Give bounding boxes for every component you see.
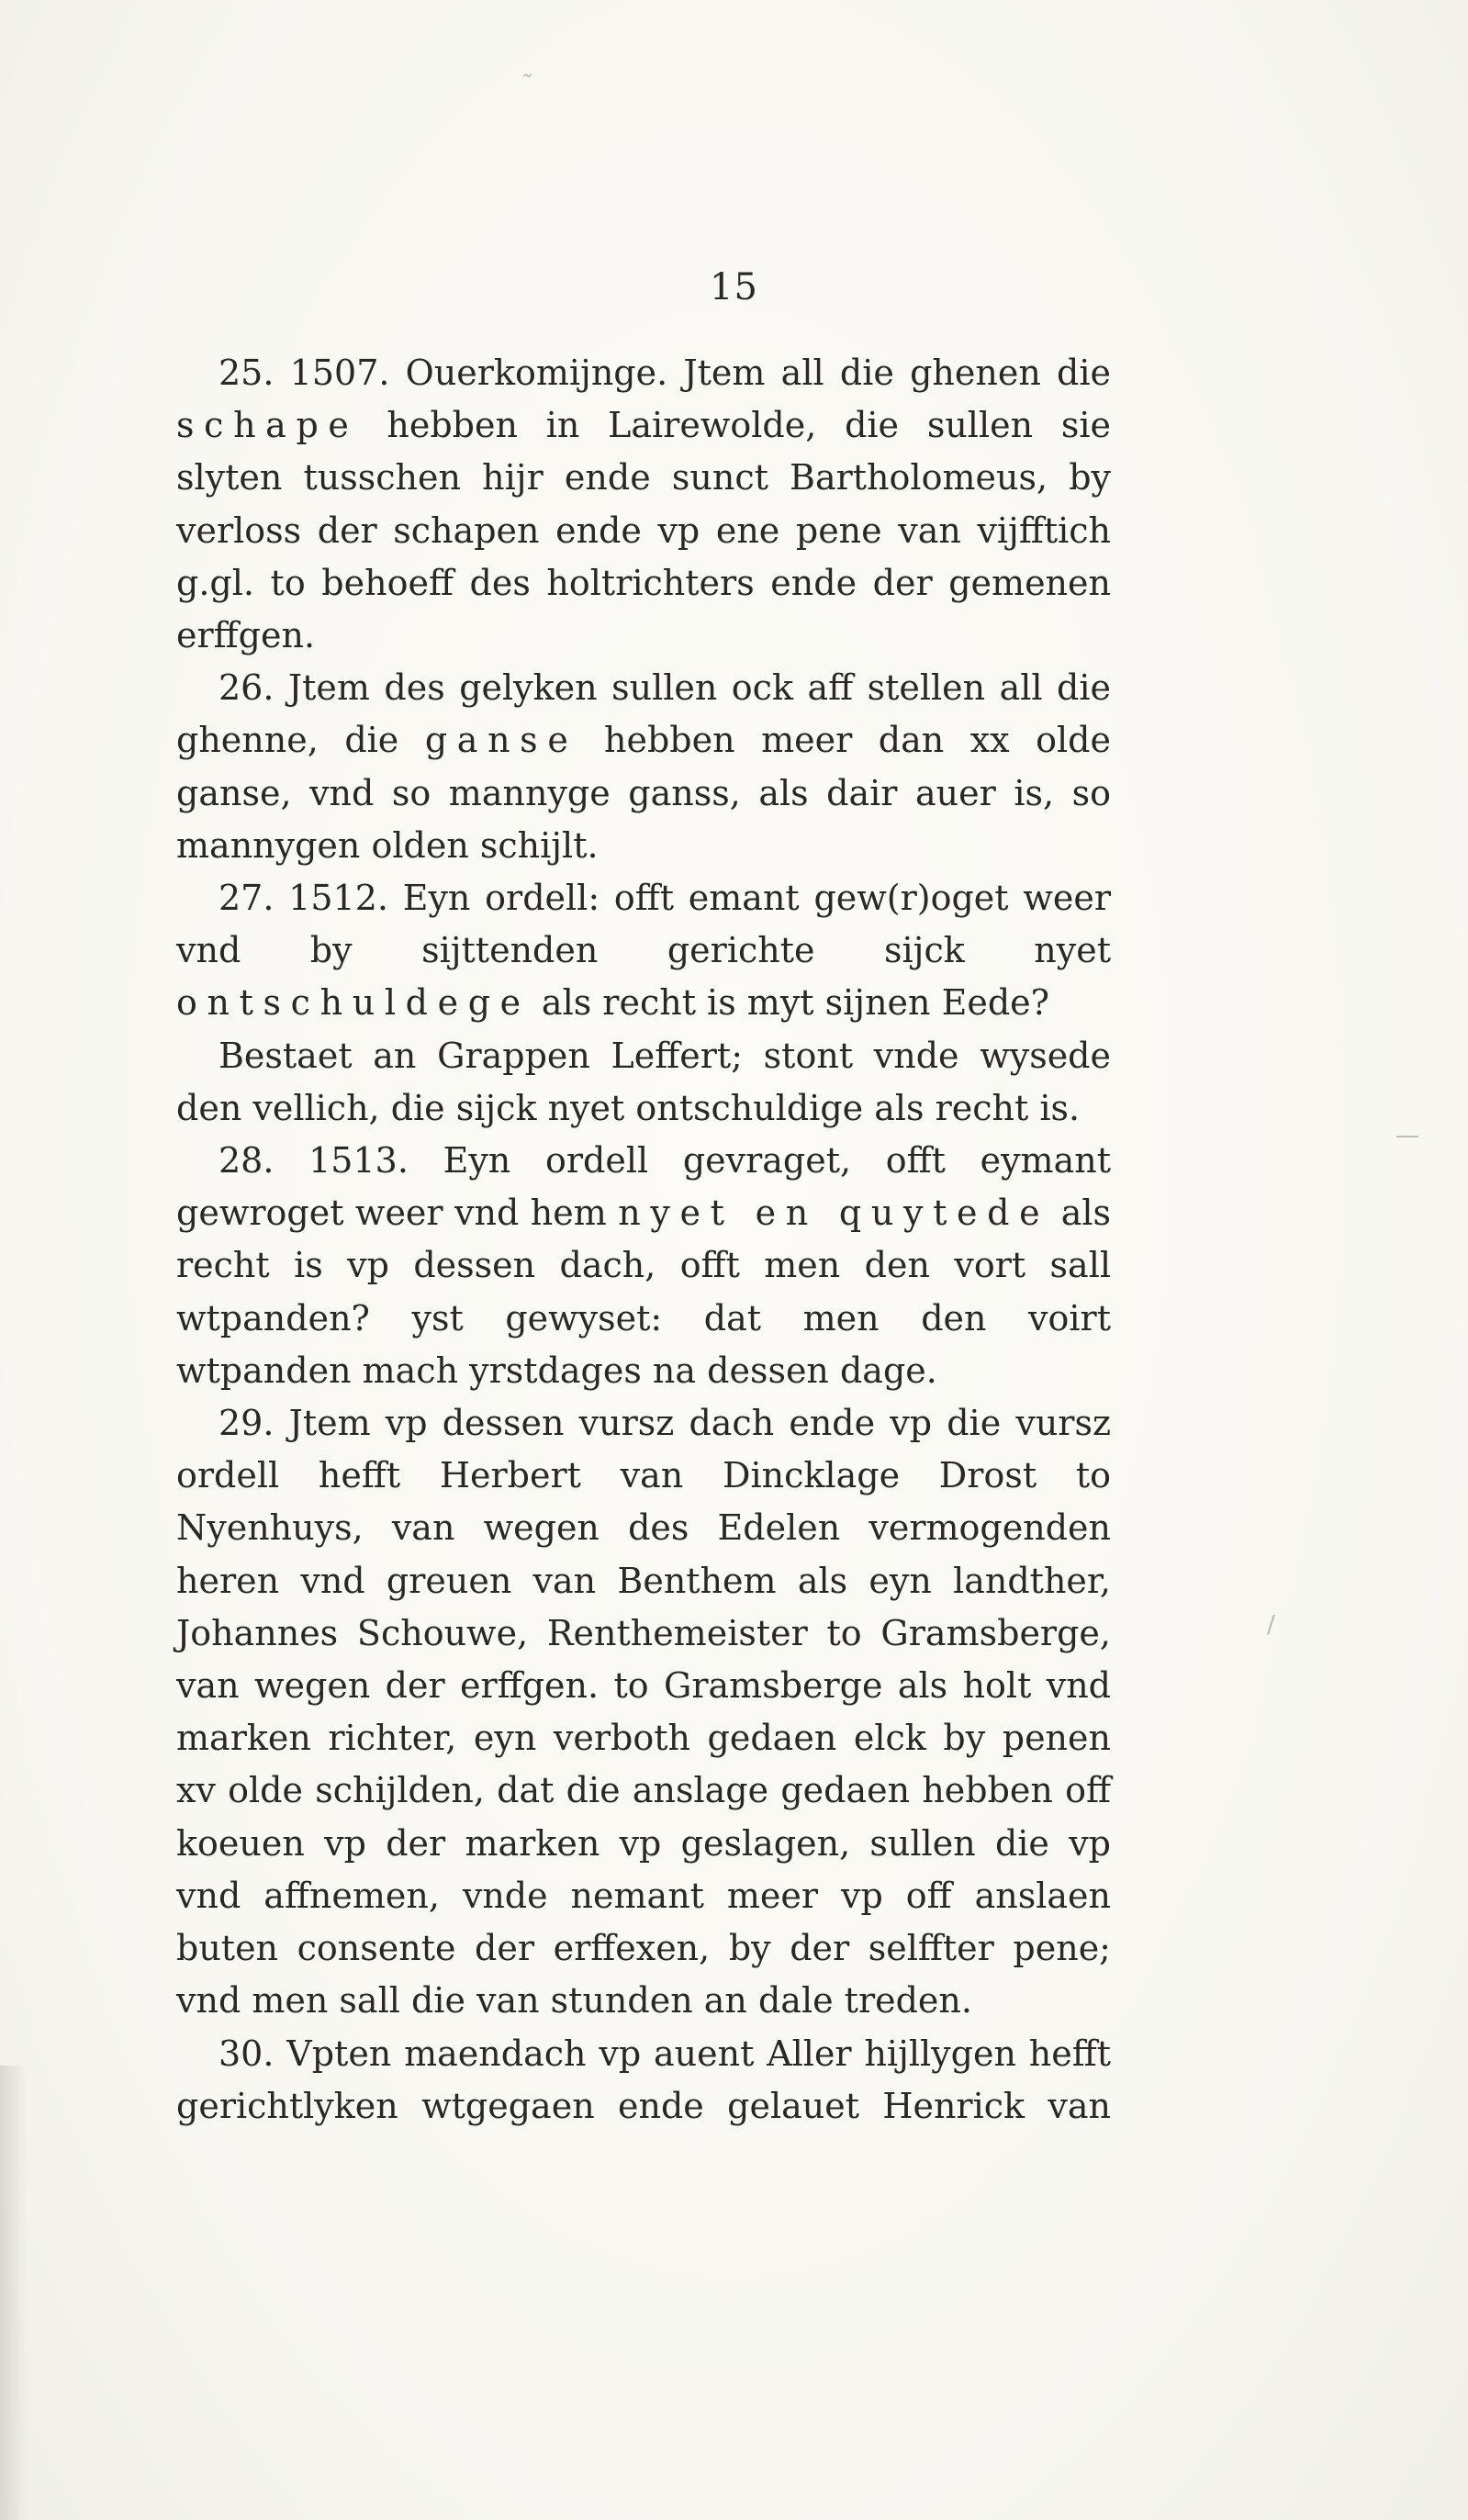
spaced-word: schape bbox=[176, 405, 359, 446]
paragraph-29: 29. Jtem vp dessen vursz dach ende vp die vursz ordell hefft Herbert van Dincklage Drost to Nyenhuys, van wegen des Edelen vermogenden heren vnd greuen van Benthem als eyn landther, Johannes Schouwe, Renthemeister to Gramsberge, van wegen der erffgen. to Gramsberge als holt vnd marken richter, eyn verboth gedaen elck by penen xv olde schijlden, dat die anslage gedaen hebben off koeuen vp der marken vp geslagen, sullen die vp vnd affnemen, vnde nemant meer vp off anslaen buten consente der erffexen, by der selffter pene; vnd men sall die van stunden an dale treden. bbox=[176, 1403, 1111, 2022]
speck-mark: — bbox=[1395, 1122, 1419, 1149]
body-text bbox=[176, 347, 1111, 2133]
page-number: 15 bbox=[710, 266, 758, 308]
page-edge-shadow bbox=[0, 2066, 28, 2520]
speck-mark: ˜ bbox=[521, 72, 533, 99]
paragraph-27: 27. 1512. Eyn ordell: offt emant gew(r)oget weer vnd by sijttenden gerichte sijck nyet ontschuldege als recht is myt sijnen Eede? bbox=[176, 878, 1111, 1024]
speck-mark: / bbox=[1267, 1611, 1275, 1639]
paragraph-27-verdict: Bestaet an Grappen Leffert; stont vnde wysede den vellich, die sijck nyet ontschuldige als recht is. bbox=[176, 1035, 1111, 1128]
spaced-word: ontschuldege bbox=[176, 982, 531, 1024]
paragraph-26: 26. Jtem des gelyken sullen ock aff stellen all die ghenne, die ganse hebben meer dan xx olde ganse, vnd so mannyge ganss, als dair auer is, so mannygen olden schijlt. bbox=[176, 667, 1111, 866]
spaced-word: nyet en quytede bbox=[618, 1193, 1050, 1234]
paragraph-28: 28. 1513. Eyn ordell gevraget, offt eymant gewroget weer vnd hem nyet en quytede als recht is vp dessen dach, offt men den vort sall wtpanden? yst gewyset: dat men den voirt wtpanden mach yrstdages na dessen dage. bbox=[176, 1140, 1111, 1391]
spaced-word: ganse bbox=[424, 720, 578, 761]
paragraph-30: 30. Vpten maendach vp auent Aller hijllygen hefft gerichtlyken wtgegaen ende gelauet Henrick van bbox=[176, 2033, 1111, 2126]
paragraph-25: 25. 1507. Ouerkomijnge. Jtem all die ghenen die schape hebben in Lairewolde, die sullen sie slyten tusschen hijr ende sunct Bartholomeus, by verloss der schapen ende vp ene pene van vijfftich g.gl. to behoeff des holtrichters ende der gemenen erffgen. bbox=[176, 353, 1111, 656]
